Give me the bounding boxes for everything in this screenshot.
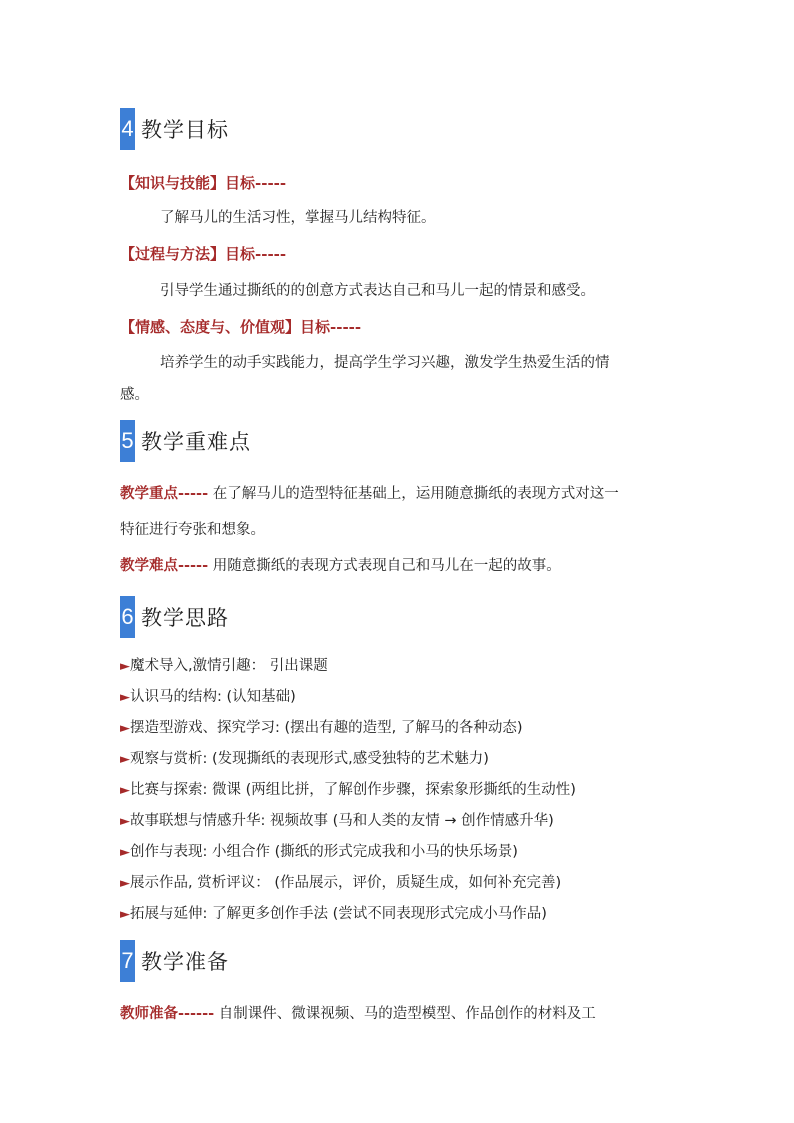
emotion-goal-text-line2: 感。 — [120, 387, 149, 403]
section-title: 教学重难点 — [141, 430, 251, 454]
key-point-line2: 特征进行夸张和想象。 — [120, 522, 265, 538]
idea-item — [120, 716, 523, 737]
idea-item — [120, 840, 518, 861]
section-number-badge: 7 — [120, 940, 135, 982]
bullet-triangle-icon: ► — [120, 721, 130, 736]
key-point-line1 — [120, 482, 619, 503]
section-number-badge: 5 — [120, 420, 135, 462]
idea-item — [120, 871, 561, 892]
section-heading-4 — [120, 108, 229, 150]
teacher-preparation-line — [120, 1002, 596, 1023]
section-number-badge: 6 — [120, 596, 135, 638]
section-title: 教学思路 — [141, 606, 229, 630]
bullet-triangle-icon: ► — [120, 659, 130, 674]
process-goal-text: 引导学生通过撕纸的的创意方式表达自己和马儿一起的情景和感受。 — [160, 283, 595, 299]
idea-text: 故事联想与情感升华: 视频故事 (马和人类的友情 → 创作情感升华) — [130, 813, 554, 829]
emotion-goal-text-line1: 培养学生的动手实践能力，提高学生学习兴趣，激发学生热爱生活的情 — [160, 355, 610, 371]
bullet-triangle-icon: ► — [120, 752, 130, 767]
knowledge-goal-text: 了解马儿的生活习性，掌握马儿结构特征。 — [160, 210, 436, 226]
idea-text: 魔术导入,激情引趣： 引出课题 — [130, 658, 328, 674]
bullet-triangle-icon: ► — [120, 783, 130, 798]
idea-text: 展示作品, 赏析评议： (作品展示，评价，质疑生成，如何补充完善) — [130, 875, 562, 891]
section-heading-5 — [120, 420, 251, 462]
idea-text: 拓展与延伸: 了解更多创作手法 (尝试不同表现形式完成小马作品) — [130, 906, 547, 922]
bullet-triangle-icon: ► — [120, 814, 130, 829]
section-number-badge: 4 — [120, 108, 135, 150]
process-goal-label: 【过程与方法】目标----- — [120, 245, 287, 263]
teacher-preparation-label: 教师准备------ — [120, 1005, 215, 1022]
difficult-point-line — [120, 554, 561, 575]
bullet-triangle-icon: ► — [120, 907, 130, 922]
section-heading-7 — [120, 940, 229, 982]
bullet-triangle-icon: ► — [120, 690, 130, 705]
idea-text: 认识马的结构: (认知基础) — [130, 689, 296, 705]
section-title: 教学准备 — [141, 950, 229, 974]
idea-item — [120, 685, 296, 706]
section-title: 教学目标 — [141, 118, 229, 142]
idea-text: 摆造型游戏、探究学习: (摆出有趣的造型, 了解马的各种动态) — [130, 720, 523, 736]
difficult-point-label: 教学难点----- — [120, 557, 209, 574]
idea-item — [120, 809, 554, 830]
bullet-triangle-icon: ► — [120, 845, 130, 860]
idea-item — [120, 778, 576, 799]
key-point-text: 在了解马儿的造型特征基础上，运用随意撕纸的表现方式对这一 — [212, 486, 619, 502]
section-heading-6 — [120, 596, 229, 638]
idea-text: 创作与表现: 小组合作 (撕纸的形式完成我和小马的快乐场景) — [130, 844, 518, 860]
idea-text: 比赛与探索: 微课 (两组比拼，了解创作步骤，探索象形撕纸的生动性) — [130, 782, 576, 798]
emotion-goal-label: 【情感、态度与、价值观】目标----- — [120, 318, 362, 336]
knowledge-goal-label: 【知识与技能】目标----- — [120, 174, 287, 192]
idea-item — [120, 747, 489, 768]
bullet-triangle-icon: ► — [120, 876, 130, 891]
key-point-label: 教学重点----- — [120, 485, 209, 502]
idea-item — [120, 654, 328, 675]
difficult-point-text: 用随意撕纸的表现方式表现自己和马儿在一起的故事。 — [212, 558, 561, 574]
teacher-preparation-text: 自制课件、微课视频、马的造型模型、作品创作的材料及工 — [218, 1006, 596, 1022]
idea-text: 观察与赏析: (发现撕纸的表现形式,感受独特的艺术魅力) — [130, 751, 489, 767]
idea-item — [120, 902, 547, 923]
